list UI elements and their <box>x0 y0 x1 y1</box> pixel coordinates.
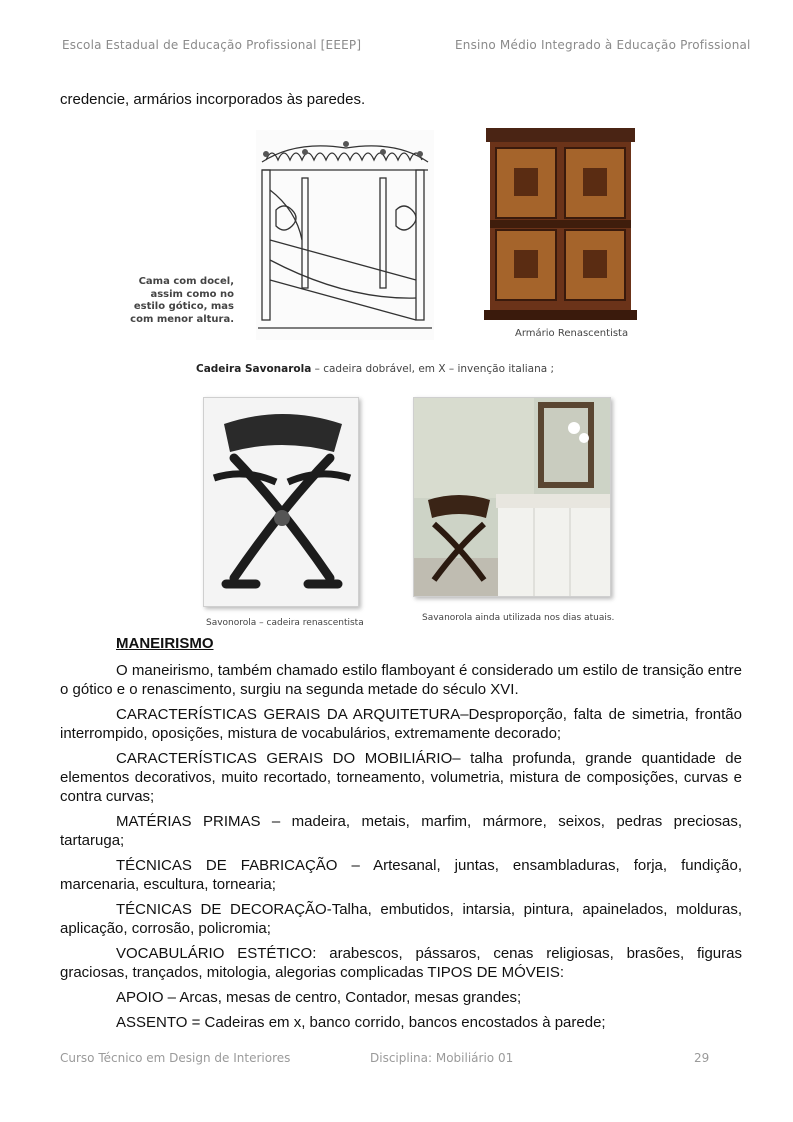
savonarola-heading <box>196 363 554 375</box>
header-course: Ensino Médio Integrado à Educação Profissional <box>455 38 751 52</box>
savonarola-title: Cadeira Savonarola <box>196 363 312 375</box>
bed-caption: Cama com docel, assim como no estilo gótico, mas com menor altura. <box>130 276 234 325</box>
paragraph: TÉCNICAS DE DECORAÇÃO-Talha, embutidos, intarsia, pintura, apainelados, molduras, aplicação, corrosão, policromia; <box>60 901 742 937</box>
cabinet-caption: Armário Renascentista <box>515 328 629 339</box>
paragraph: O maneirismo, também chamado estilo flamboyant é considerado um estilo de transição entre o gótico e o renascimento, surgiu na segunda metade do século XVI. <box>60 662 742 698</box>
paragraph: ASSENTO = Cadeiras em x, banco corrido, bancos encostados à parede; <box>116 1014 606 1031</box>
paragraph: CARACTERÍSTICAS GERAIS DO MOBILIÁRIO– talha profunda, grande quantidade de elementos decorativos, muito recortado, torneamento, volumetria, mistura de composições, curvas e contra curvas; <box>60 750 742 805</box>
paragraph: MATÉRIAS PRIMAS – madeira, metais, marfim, mármore, seixos, pedras preciosas, tartaruga; <box>60 813 742 849</box>
savonarola-bathroom-image <box>413 397 611 597</box>
chair1-caption: Savonorola – cadeira renascentista <box>206 618 364 628</box>
canopy-bed-image <box>256 130 434 340</box>
page-number: 29 <box>694 1051 710 1065</box>
section-title: MANEIRISMO <box>116 635 214 652</box>
paragraph: TÉCNICAS DE FABRICAÇÃO – Artesanal, juntas, ensambladuras, forja, fundição, marcenaria, escultura, tornearia; <box>60 857 742 893</box>
maneirismo-section <box>60 634 742 1038</box>
footer-course: Curso Técnico em Design de Interiores <box>60 1051 291 1065</box>
savonarola-description: – cadeira dobrável, em X – invenção italiana ; <box>311 363 555 375</box>
paragraph: APOIO – Arcas, mesas de centro, Contador, mesas grandes; <box>116 989 522 1006</box>
paragraph: CARACTERÍSTICAS GERAIS DA ARQUITETURA–Desproporção, falta de simetria, frontão interrompido, oposições, mistura de vocabulários, extremamente decorado; <box>60 706 742 742</box>
chair2-caption: Savanorola ainda utilizada nos dias atuais. <box>422 613 615 623</box>
header-school: Escola Estadual de Educação Profissional [EEEP] <box>62 38 362 52</box>
paragraph: VOCABULÁRIO ESTÉTICO: arabescos, pássaros, cenas religiosas, brasões, figuras graciosas, trançados, mitologia, alegorias complicadas TIPOS DE MÓVEIS: <box>60 945 742 981</box>
renaissance-cabinet-image <box>484 122 637 322</box>
intro-line: credencie, armários incorporados às paredes. <box>60 91 366 108</box>
footer-discipline: Disciplina: Mobiliário 01 <box>370 1051 514 1065</box>
savonarola-chair-image <box>203 397 359 607</box>
